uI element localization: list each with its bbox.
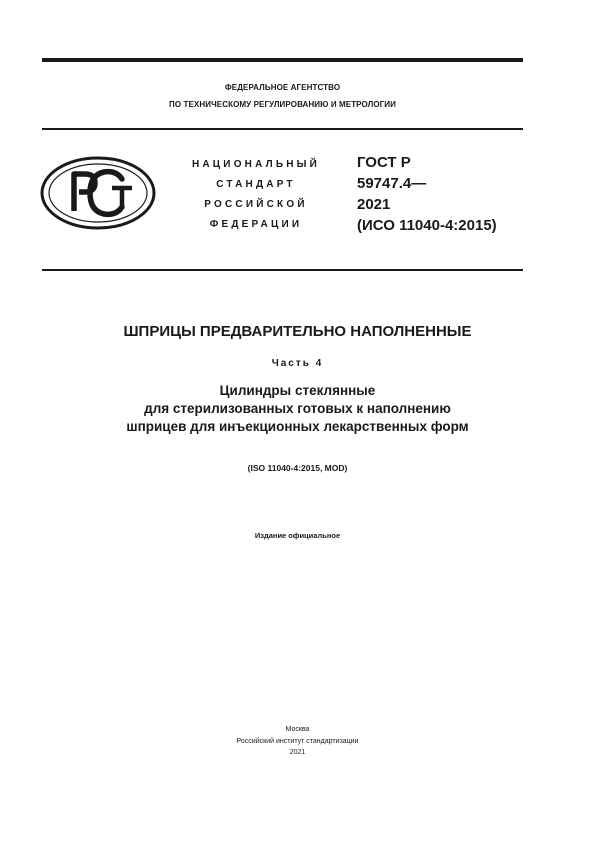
designation-line4: (ИСО 11040-4:2015)	[357, 217, 497, 234]
document-subtitle	[0, 382, 595, 436]
standard-designation	[357, 152, 497, 236]
edition-note: Издание официальное	[254, 531, 341, 540]
bottom-rule	[42, 269, 523, 271]
designation-line1: ГОСТ Р	[357, 154, 411, 171]
imprint-year: 2021	[289, 749, 306, 756]
designation-line2: 59747.4—	[357, 175, 427, 192]
imprint	[0, 724, 595, 759]
middle-rule	[42, 128, 523, 130]
national-standard-line1: НАЦИОНАЛЬНЫЙ	[191, 159, 321, 170]
agency-name-line2: ПО ТЕХНИЧЕСКОМУ РЕГУЛИРОВАНИЮ И МЕТРОЛОГИИ	[168, 100, 397, 109]
document-title: ШПРИЦЫ ПРЕДВАРИТЕЛЬНО НАПОЛНЕННЫЕ	[123, 323, 472, 340]
iso-reference: (ISO 11040-4:2015, MOD)	[247, 463, 348, 473]
national-standard-block	[168, 155, 344, 235]
agency-name-line1: ФЕДЕРАЛЬНОЕ АГЕНТСТВО	[224, 83, 341, 92]
national-standard-line4: ФЕДЕРАЦИИ	[209, 219, 303, 230]
top-rule	[42, 58, 523, 62]
subtitle-line2: для стерилизованных готовых к наполнению	[144, 401, 451, 416]
designation-line3: 2021	[357, 196, 391, 213]
national-standard-line2: СТАНДАРТ	[216, 179, 296, 190]
document-part: Часть 4	[271, 358, 324, 369]
rst-mark-icon	[40, 156, 156, 230]
national-standard-line3: РОССИЙСКОЙ	[204, 199, 308, 210]
imprint-city: Москва	[285, 726, 310, 733]
imprint-publisher: Российский институт стандартизации	[236, 737, 359, 745]
subtitle-line3: шприцев для инъекционных лекарственных форм	[126, 419, 469, 434]
subtitle-line1: Цилиндры стеклянные	[219, 383, 376, 398]
